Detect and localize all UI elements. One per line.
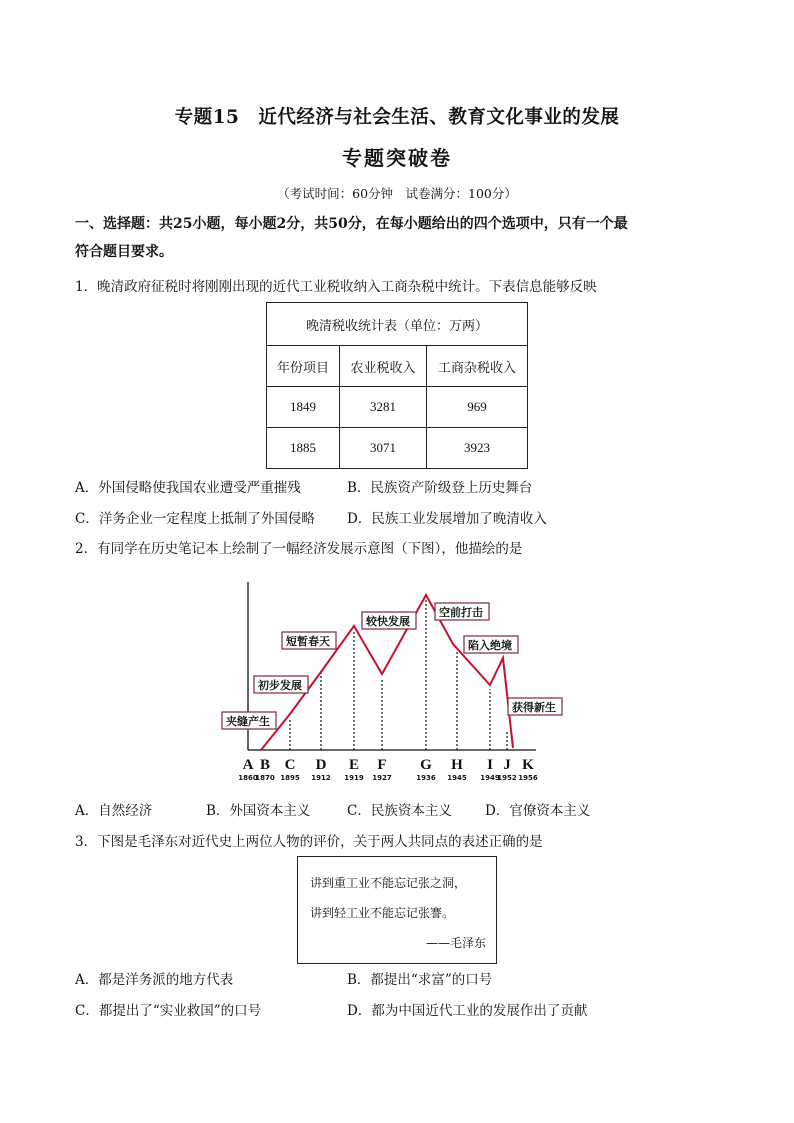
chart-layer <box>222 582 562 782</box>
economy-chart <box>226 578 556 783</box>
section-heading <box>75 210 725 266</box>
table-cell: 3071 <box>340 428 427 469</box>
table-caption: 晚清税收统计表（单位：万两） <box>267 303 528 346</box>
quote-attribution: ——毛泽东 <box>425 936 486 950</box>
x-letter: C <box>284 757 296 773</box>
x-letter: D <box>315 757 327 773</box>
x-year: 1952 <box>497 774 517 782</box>
q1-option-b[interactable]: B．民族资产阶级登上历史舞台 <box>347 480 533 496</box>
quote-box <box>297 856 497 964</box>
x-year: 1945 <box>447 774 467 782</box>
quote-line: 讲到轻工业不能忘记张謇。 <box>310 906 455 920</box>
annotation-label: 陷入绝境 <box>468 639 512 652</box>
table-cell: 1885 <box>267 428 340 469</box>
x-letter: K <box>522 757 534 773</box>
annotation-label: 空前打击 <box>439 606 483 619</box>
q3-option-d[interactable]: D．都为中国近代工业的发展作出了贡献 <box>347 1003 588 1019</box>
section-heading-line2: 符合题目要求。 <box>75 244 173 260</box>
x-letter: I <box>487 757 493 773</box>
table-cell: 969 <box>427 387 528 428</box>
q3-stem: 3．下图是毛泽东对近代史上两位人物的评价，关于两人共同点的表述正确的是 <box>75 834 543 850</box>
x-year: 1870 <box>255 774 275 782</box>
annotation-label: 短暂春天 <box>286 635 330 648</box>
q3-option-a[interactable]: A．都是洋务派的地方代表 <box>75 972 234 988</box>
annotation-label: 较快发展 <box>366 615 410 628</box>
q1-option-c[interactable]: C．洋务企业一定程度上抵制了外国侵略 <box>75 511 315 527</box>
table-cell: 3923 <box>427 428 528 469</box>
table-row <box>267 387 528 428</box>
page-subtitle: 专题突破卷 <box>342 146 452 170</box>
q2-option-d[interactable]: D．官僚资本主义 <box>485 803 591 819</box>
section-heading-line1: 一、选择题：共25小题，每小题2分，共50分，在每小题给出的四个选项中，只有一个最 <box>75 216 628 232</box>
x-year: 1912 <box>311 774 331 782</box>
x-year: 1927 <box>372 774 392 782</box>
x-letter: A <box>242 757 254 773</box>
table-header: 农业税收入 <box>340 346 427 387</box>
q1-stem: 1．晚清政府征税时将刚刚出现的近代工业税收纳入工商杂税中统计。下表信息能够反映 <box>75 279 597 295</box>
q2-option-c[interactable]: C．民族资本主义 <box>347 803 452 819</box>
exam-meta: （考试时间：60分钟 试卷满分：100分） <box>277 186 517 201</box>
x-year: 1936 <box>416 774 436 782</box>
x-letter: F <box>377 757 387 773</box>
q1-option-d[interactable]: D．民族工业发展增加了晚清收入 <box>347 511 547 527</box>
annotation-label: 夹缝产生 <box>226 715 270 728</box>
table-row <box>267 428 528 469</box>
x-letter: G <box>420 757 432 773</box>
quote-line: 讲到重工业不能忘记张之洞， <box>310 876 467 890</box>
tax-table <box>266 302 528 469</box>
x-letter: J <box>503 757 511 773</box>
table-header: 工商杂税收入 <box>427 346 528 387</box>
page-title: 专题15 近代经济与社会生活、教育文化事业的发展 <box>174 107 620 128</box>
annotation-label: 初步发展 <box>258 679 302 692</box>
table-cell: 3281 <box>340 387 427 428</box>
x-letter: B <box>259 757 271 773</box>
q3-option-c[interactable]: C．都提出了“实业救国”的口号 <box>75 1003 262 1019</box>
annotation-label: 获得新生 <box>512 701 556 714</box>
q2-option-a[interactable]: A．自然经济 <box>75 803 153 819</box>
x-year: 1895 <box>280 774 300 782</box>
x-letter: E <box>348 757 360 773</box>
x-year: 1919 <box>344 774 364 782</box>
table-header-row <box>267 346 528 387</box>
q2-option-b[interactable]: B．外国资本主义 <box>206 803 311 819</box>
x-year: 1860 <box>238 774 258 782</box>
x-letter: H <box>451 757 463 773</box>
q1-option-a[interactable]: A．外国侵略使我国农业遭受严重摧残 <box>75 480 301 496</box>
table-cell: 1849 <box>267 387 340 428</box>
table-caption-row <box>267 303 528 346</box>
q2-stem: 2．有同学在历史笔记本上绘制了一幅经济发展示意图（下图），他描绘的是 <box>75 541 523 557</box>
q3-option-b[interactable]: B．都提出“求富”的口号 <box>347 972 493 988</box>
x-year: 1956 <box>518 774 538 782</box>
table-header: 年份项目 <box>267 346 340 387</box>
x-year: 1949 <box>480 774 500 782</box>
